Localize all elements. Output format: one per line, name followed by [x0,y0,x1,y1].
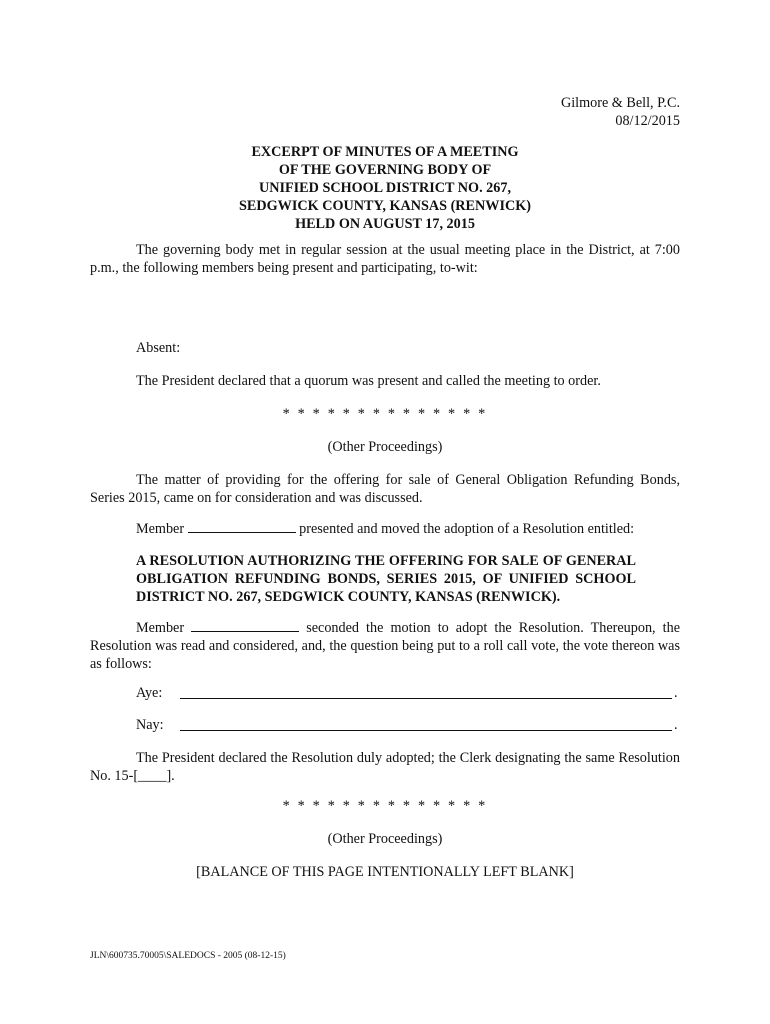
member-moved-paragraph [136,519,634,538]
matter-paragraph: The matter of providing for the offering for sale of General Obligation Refunding Bonds, Series 2015, came on for consideration and was discussed. [90,472,680,506]
document-footer-id: JLN\600735.70005\SALEDOCS - 2005 (08-12-15) [90,951,286,961]
document-title [0,143,770,233]
firm-name: Gilmore & Bell, P.C. [560,95,680,111]
moved-text: presented and moved the adoption of a Resolution entitled: [299,521,635,537]
separator-stars-1: * * * * * * * * * * * * * * [282,406,488,422]
title-line-3: UNIFIED SCHOOL DISTRICT NO. 267, [258,180,511,196]
absent-label: Absent: [136,340,181,356]
aye-blank-line [180,698,672,699]
aye-period: . [674,685,678,701]
title-line-2: OF THE GOVERNING BODY OF [278,162,492,178]
title-line-4: SEDGWICK COUNTY, KANSAS (RENWICK) [239,198,531,214]
adopted-paragraph: The President declared the Resolution duly adopted; the Clerk designating the same Resolution No. 15-[____]. [90,750,680,784]
title-line-1: EXCERPT OF MINUTES OF A MEETING [251,144,519,160]
seconded-text: seconded the motion to adopt the Resolution. Thereupon, the Resolution was read and considered, and, the question being put to a roll call vote, the vote thereon was as follows: [90,620,680,672]
aye-label: Aye: [136,685,163,701]
separator-stars-2: * * * * * * * * * * * * * * [282,798,488,814]
balance-blank-notice: [BALANCE OF THIS PAGE INTENTIONALLY LEFT BLANK] [196,864,574,880]
member-label-1: Member [136,521,185,537]
quorum-paragraph: The President declared that a quorum was present and called the meeting to order. [136,373,601,389]
firm-header [561,94,680,130]
resolution-title: A RESOLUTION AUTHORIZING THE OFFERING FOR SALE OF GENERAL OBLIGATION REFUNDING BONDS, SERIES 2015, OF UNIFIED SCHOOL DISTRICT NO. 267, SEDGWICK COUNTY, KANSAS (RENWICK). [136,553,636,605]
draft-date: 08/12/2015 [615,113,680,129]
member-label-2: Member [136,620,185,636]
other-proceedings-1: (Other Proceedings) [327,439,443,455]
nay-period: . [674,717,678,733]
member-name-blank-2 [191,618,299,632]
intro-paragraph: The governing body met in regular session at the usual meeting place in the District, at 7:00 p.m., the following members being present and participating, to-wit: [90,242,680,276]
nay-label: Nay: [136,717,164,733]
nay-blank-line [180,730,672,731]
other-proceedings-2: (Other Proceedings) [327,831,443,847]
title-line-5: HELD ON AUGUST 17, 2015 [295,216,475,232]
member-name-blank-1 [188,519,296,533]
seconded-paragraph [90,618,680,673]
